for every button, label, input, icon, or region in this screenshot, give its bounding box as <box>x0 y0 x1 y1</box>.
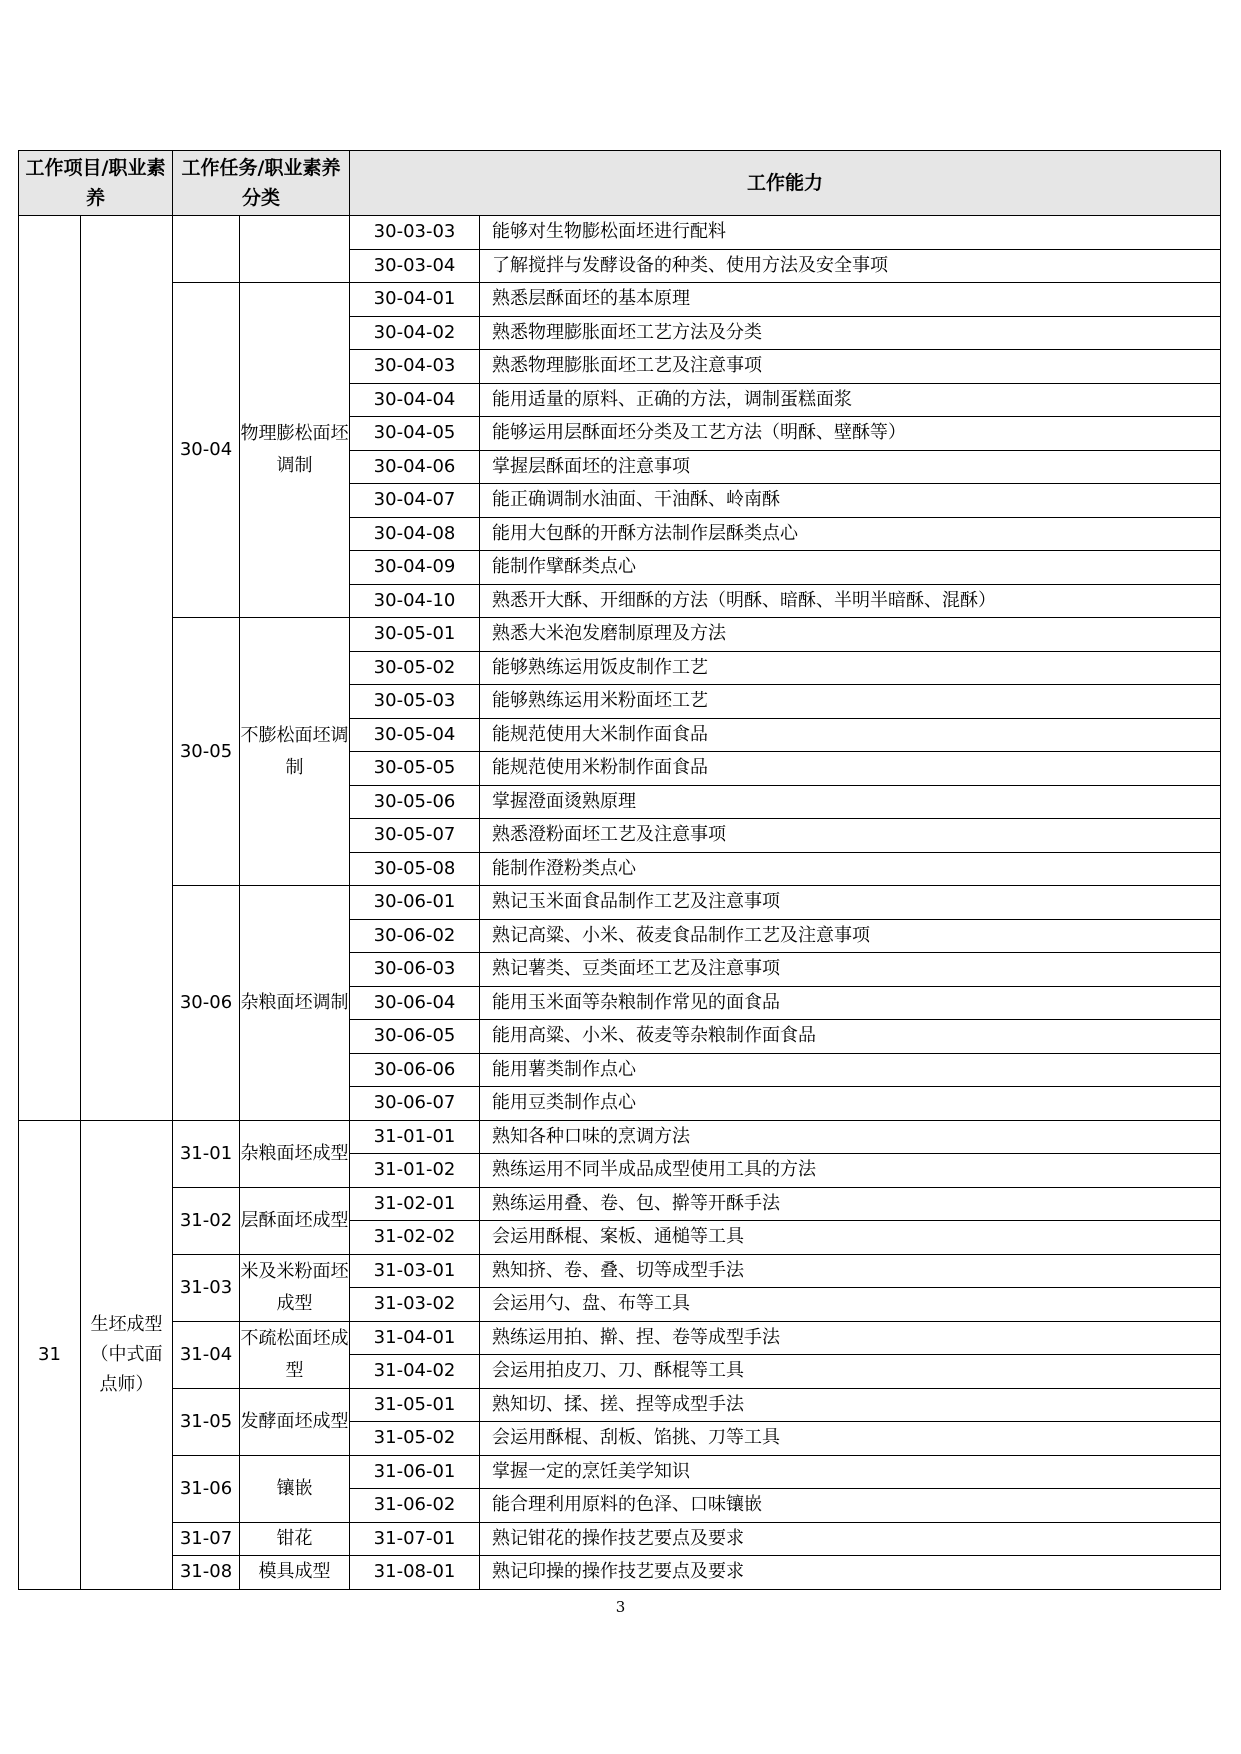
task-name-cell: 镶嵌 <box>240 1455 350 1522</box>
ability-text-cell: 熟悉澄粉面坯工艺及注意事项 <box>480 819 1221 853</box>
ability-code-cell: 30-06-01 <box>350 886 480 920</box>
ability-code-cell: 30-06-04 <box>350 986 480 1020</box>
header-ability: 工作能力 <box>350 151 1221 216</box>
table-row <box>19 216 1221 250</box>
ability-text-cell: 能用高粱、小米、莜麦等杂粮制作面食品 <box>480 1020 1221 1054</box>
task-code-cell: 31-03 <box>173 1254 240 1321</box>
project-code-cell: 31 <box>19 1120 81 1589</box>
table-row <box>19 1254 1221 1288</box>
ability-text-cell: 熟记高粱、小米、莜麦食品制作工艺及注意事项 <box>480 919 1221 953</box>
task-name-cell: 发酵面坯成型 <box>240 1388 350 1455</box>
task-code-cell: 30-05 <box>173 618 240 886</box>
ability-code-cell: 30-06-07 <box>350 1087 480 1121</box>
task-code-cell: 31-08 <box>173 1556 240 1590</box>
ability-text-cell: 熟悉大米泡发磨制原理及方法 <box>480 618 1221 652</box>
ability-code-cell: 31-06-01 <box>350 1455 480 1489</box>
ability-text-cell: 会运用酥棍、刮板、馅挑、刀等工具 <box>480 1422 1221 1456</box>
ability-code-cell: 30-06-06 <box>350 1053 480 1087</box>
project-name-cell <box>81 216 173 1121</box>
ability-code-cell: 30-04-05 <box>350 417 480 451</box>
table-row <box>19 618 1221 652</box>
ability-text-cell: 能用玉米面等杂粮制作常见的面食品 <box>480 986 1221 1020</box>
ability-code-cell: 30-04-01 <box>350 283 480 317</box>
task-code-cell: 31-07 <box>173 1522 240 1556</box>
ability-code-cell: 31-01-01 <box>350 1120 480 1154</box>
task-name-cell: 杂粮面坯调制 <box>240 886 350 1121</box>
ability-code-cell: 31-07-01 <box>350 1522 480 1556</box>
ability-code-cell: 30-05-04 <box>350 718 480 752</box>
ability-code-cell: 30-05-03 <box>350 685 480 719</box>
task-code-cell: 31-06 <box>173 1455 240 1522</box>
ability-code-cell: 30-06-05 <box>350 1020 480 1054</box>
ability-text-cell: 能合理利用原料的色泽、口味镶嵌 <box>480 1489 1221 1523</box>
task-code-cell: 30-04 <box>173 283 240 618</box>
ability-code-cell: 30-04-07 <box>350 484 480 518</box>
ability-text-cell: 能制作擘酥类点心 <box>480 551 1221 585</box>
table-row <box>19 283 1221 317</box>
header-task: 工作任务/职业素养分类 <box>173 151 350 216</box>
task-name-cell: 不疏松面坯成型 <box>240 1321 350 1388</box>
table-row <box>19 1522 1221 1556</box>
ability-code-cell: 31-02-02 <box>350 1221 480 1255</box>
ability-code-cell: 30-06-02 <box>350 919 480 953</box>
task-code-cell: 31-04 <box>173 1321 240 1388</box>
ability-text-cell: 能够熟练运用米粉面坯工艺 <box>480 685 1221 719</box>
ability-code-cell: 30-05-02 <box>350 651 480 685</box>
header-project: 工作项目/职业素养 <box>19 151 173 216</box>
ability-code-cell: 31-02-01 <box>350 1187 480 1221</box>
task-name-cell: 杂粮面坯成型 <box>240 1120 350 1187</box>
ability-code-cell: 30-03-03 <box>350 216 480 250</box>
ability-code-cell: 30-04-04 <box>350 383 480 417</box>
ability-code-cell: 30-04-09 <box>350 551 480 585</box>
ability-code-cell: 30-05-08 <box>350 852 480 886</box>
ability-text-cell: 能够熟练运用饭皮制作工艺 <box>480 651 1221 685</box>
ability-code-cell: 30-05-06 <box>350 785 480 819</box>
task-code-cell: 30-06 <box>173 886 240 1121</box>
ability-text-cell: 了解搅拌与发酵设备的种类、使用方法及安全事项 <box>480 249 1221 283</box>
table-row <box>19 1321 1221 1355</box>
ability-text-cell: 能用大包酥的开酥方法制作层酥类点心 <box>480 517 1221 551</box>
ability-code-cell: 30-06-03 <box>350 953 480 987</box>
ability-text-cell: 能用豆类制作点心 <box>480 1087 1221 1121</box>
ability-code-cell: 31-03-01 <box>350 1254 480 1288</box>
page-number: 3 <box>615 1598 626 1616</box>
competency-table <box>18 150 1221 1590</box>
ability-text-cell: 能用薯类制作点心 <box>480 1053 1221 1087</box>
task-code-cell: 31-02 <box>173 1187 240 1254</box>
ability-code-cell: 31-05-01 <box>350 1388 480 1422</box>
ability-text-cell: 熟悉物理膨胀面坯工艺及注意事项 <box>480 350 1221 384</box>
ability-code-cell: 31-05-02 <box>350 1422 480 1456</box>
ability-code-cell: 31-04-01 <box>350 1321 480 1355</box>
ability-code-cell: 30-03-04 <box>350 249 480 283</box>
ability-text-cell: 熟记印操的操作技艺要点及要求 <box>480 1556 1221 1590</box>
ability-text-cell: 熟知各种口味的烹调方法 <box>480 1120 1221 1154</box>
ability-code-cell: 30-04-08 <box>350 517 480 551</box>
table-body <box>19 216 1221 1590</box>
ability-code-cell: 31-06-02 <box>350 1489 480 1523</box>
ability-text-cell: 能用适量的原料、正确的方法，调制蛋糕面浆 <box>480 383 1221 417</box>
ability-code-cell: 30-05-01 <box>350 618 480 652</box>
table-row <box>19 1187 1221 1221</box>
header-row <box>19 151 1221 216</box>
task-code-cell: 31-01 <box>173 1120 240 1187</box>
ability-text-cell: 掌握层酥面坯的注意事项 <box>480 450 1221 484</box>
ability-text-cell: 熟悉物理膨胀面坯工艺方法及分类 <box>480 316 1221 350</box>
ability-text-cell: 熟记玉米面食品制作工艺及注意事项 <box>480 886 1221 920</box>
task-name-cell: 钳花 <box>240 1522 350 1556</box>
ability-text-cell: 会运用拍皮刀、刀、酥棍等工具 <box>480 1355 1221 1389</box>
ability-code-cell: 30-05-05 <box>350 752 480 786</box>
task-name-cell: 米及米粉面坯成型 <box>240 1254 350 1321</box>
ability-text-cell: 能规范使用米粉制作面食品 <box>480 752 1221 786</box>
ability-code-cell: 30-04-10 <box>350 584 480 618</box>
ability-text-cell: 熟记薯类、豆类面坯工艺及注意事项 <box>480 953 1221 987</box>
task-code-cell <box>173 216 240 283</box>
ability-text-cell: 熟悉层酥面坯的基本原理 <box>480 283 1221 317</box>
ability-text-cell: 熟记钳花的操作技艺要点及要求 <box>480 1522 1221 1556</box>
ability-text-cell: 能够对生物膨松面坯进行配料 <box>480 216 1221 250</box>
ability-text-cell: 熟知切、揉、搓、捏等成型手法 <box>480 1388 1221 1422</box>
task-name-cell: 不膨松面坯调制 <box>240 618 350 886</box>
table-row <box>19 1388 1221 1422</box>
ability-code-cell: 30-05-07 <box>350 819 480 853</box>
task-name-cell <box>240 216 350 283</box>
ability-text-cell: 掌握一定的烹饪美学知识 <box>480 1455 1221 1489</box>
ability-text-cell: 能制作澄粉类点心 <box>480 852 1221 886</box>
ability-text-cell: 熟练运用叠、卷、包、擀等开酥手法 <box>480 1187 1221 1221</box>
ability-code-cell: 31-03-02 <box>350 1288 480 1322</box>
task-code-cell: 31-05 <box>173 1388 240 1455</box>
ability-code-cell: 31-08-01 <box>350 1556 480 1590</box>
ability-code-cell: 30-04-06 <box>350 450 480 484</box>
task-name-cell: 物理膨松面坯调制 <box>240 283 350 618</box>
ability-code-cell: 30-04-02 <box>350 316 480 350</box>
ability-code-cell: 31-01-02 <box>350 1154 480 1188</box>
ability-text-cell: 能够运用层酥面坯分类及工艺方法（明酥、壁酥等） <box>480 417 1221 451</box>
task-name-cell: 层酥面坯成型 <box>240 1187 350 1254</box>
ability-text-cell: 熟练运用不同半成品成型使用工具的方法 <box>480 1154 1221 1188</box>
ability-text-cell: 熟知挤、卷、叠、切等成型手法 <box>480 1254 1221 1288</box>
ability-text-cell: 会运用勺、盘、布等工具 <box>480 1288 1221 1322</box>
ability-text-cell: 掌握澄面烫熟原理 <box>480 785 1221 819</box>
ability-text-cell: 能正确调制水油面、干油酥、岭南酥 <box>480 484 1221 518</box>
ability-code-cell: 30-04-03 <box>350 350 480 384</box>
table-row <box>19 886 1221 920</box>
ability-code-cell: 31-04-02 <box>350 1355 480 1389</box>
ability-text-cell: 会运用酥棍、案板、通槌等工具 <box>480 1221 1221 1255</box>
task-name-cell: 模具成型 <box>240 1556 350 1590</box>
project-name-cell: 生坯成型（中式面点师） <box>81 1120 173 1589</box>
table-row <box>19 1556 1221 1590</box>
ability-text-cell: 熟练运用拍、擀、捏、卷等成型手法 <box>480 1321 1221 1355</box>
ability-text-cell: 熟悉开大酥、开细酥的方法（明酥、暗酥、半明半暗酥、混酥） <box>480 584 1221 618</box>
project-code-cell <box>19 216 81 1121</box>
table-row <box>19 1120 1221 1154</box>
table-row <box>19 1455 1221 1489</box>
ability-text-cell: 能规范使用大米制作面食品 <box>480 718 1221 752</box>
